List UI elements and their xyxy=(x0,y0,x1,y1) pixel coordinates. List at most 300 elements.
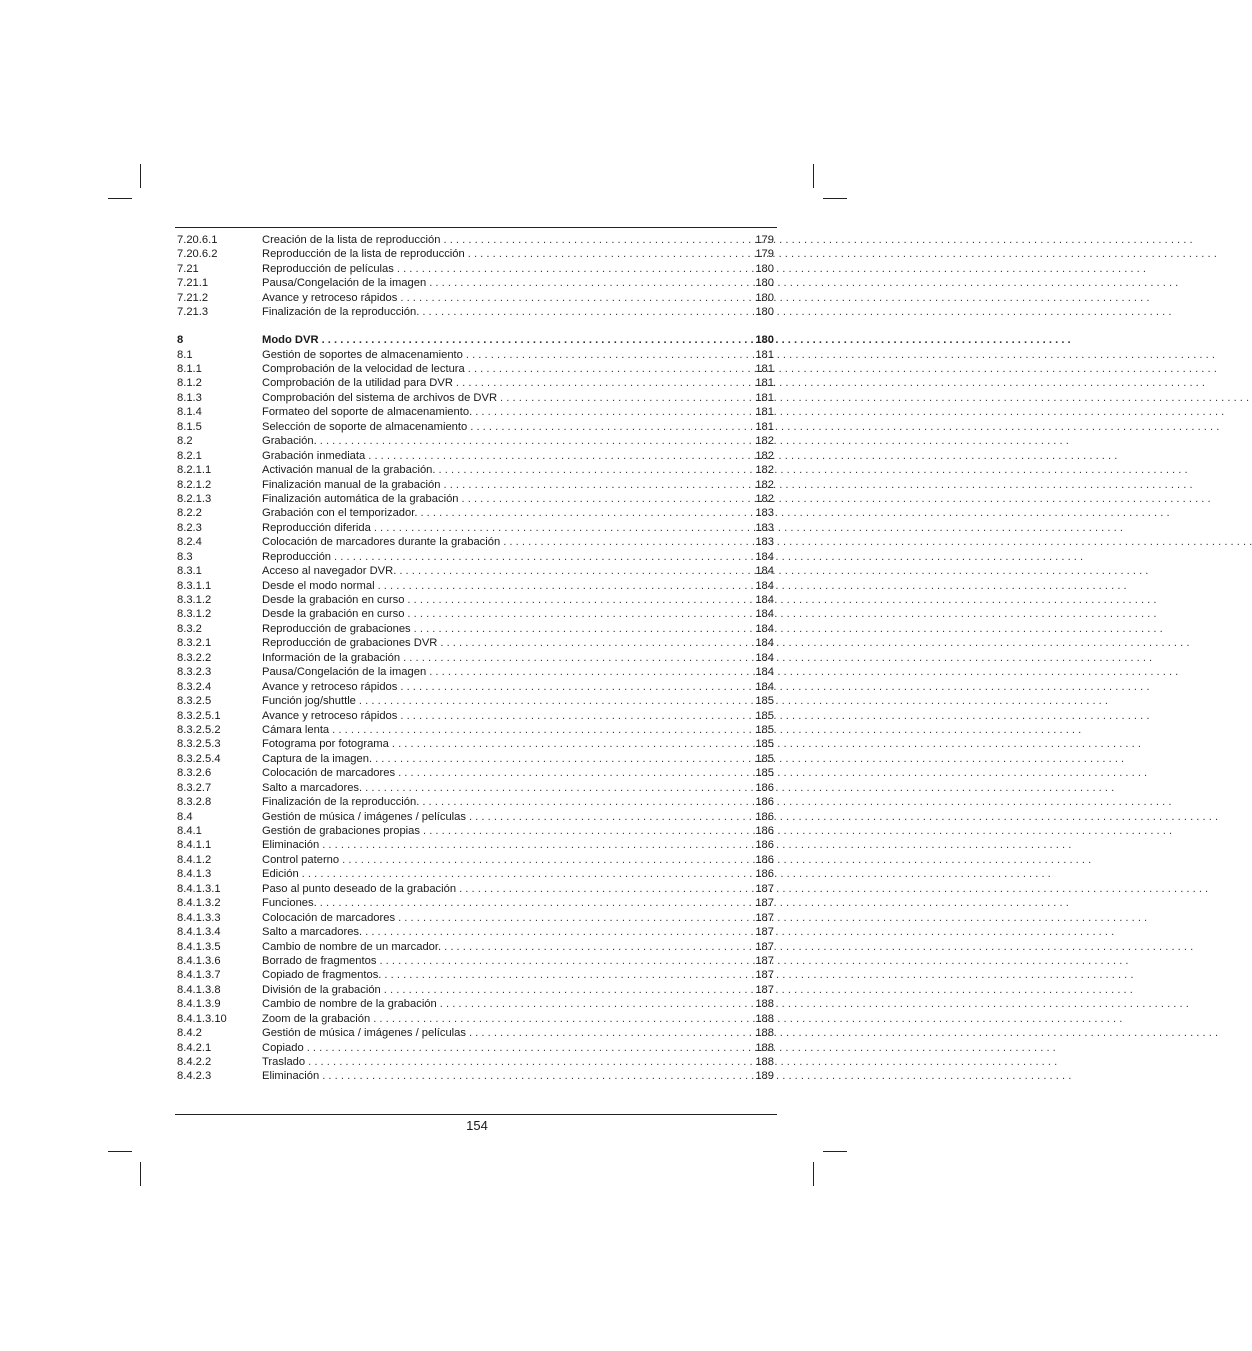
toc-entry-number: 8.4.2 xyxy=(177,1027,202,1040)
toc-entry-page: 187 xyxy=(755,940,774,953)
toc-entry-page: 180 xyxy=(755,262,774,275)
toc-entry-page: 182 xyxy=(755,464,774,477)
toc-entry-page: 183 xyxy=(755,521,774,534)
toc-entry[interactable] xyxy=(177,376,774,390)
toc-entry[interactable] xyxy=(177,233,774,247)
toc-entry-page: 186 xyxy=(755,825,774,837)
toc-entry[interactable] xyxy=(177,362,774,376)
toc-entry-page: 187 xyxy=(755,983,774,996)
toc-entry-number: 8.1.2 xyxy=(177,377,202,390)
toc-entry[interactable] xyxy=(177,925,774,939)
toc-entry-number: 8.4.1.3.6 xyxy=(177,954,221,967)
toc-entry[interactable] xyxy=(177,262,774,276)
toc-dot-leader xyxy=(307,1041,751,1055)
toc-entry-number: 8.4.1 xyxy=(177,825,202,837)
toc-entry-page: 184 xyxy=(755,622,774,635)
toc-entry-title: Funciones. xyxy=(262,897,317,910)
toc-entry-page: 180 xyxy=(755,291,774,304)
toc-entry-title: Comprobación del sistema de archivos de DVR xyxy=(262,391,498,404)
toc-entry-page: 184 xyxy=(755,579,774,592)
toc-entry-page: 187 xyxy=(755,954,774,967)
toc-entry[interactable] xyxy=(177,492,774,506)
toc-entry-page: 187 xyxy=(755,969,774,982)
toc-dot-leader xyxy=(420,506,751,520)
toc-dot-leader xyxy=(365,925,751,939)
toc-dot-leader xyxy=(443,233,751,247)
toc-dot-leader xyxy=(368,449,751,463)
toc-dot-leader xyxy=(414,622,751,636)
toc-entry-page: 181 xyxy=(755,406,774,419)
toc-entry-number: 7.21.3 xyxy=(177,306,209,319)
toc-entry-number: 8.3.1 xyxy=(177,565,202,578)
toc-entry-number: 8.4.2.1 xyxy=(177,1041,212,1054)
toc-dot-leader xyxy=(374,521,751,535)
toc-entry-title: Avance y retroceso rápidos xyxy=(262,709,398,722)
toc-dot-leader xyxy=(392,737,751,751)
toc-entry[interactable] xyxy=(177,737,774,751)
toc-entry[interactable] xyxy=(177,752,774,766)
toc-entry-title: Copiado xyxy=(262,1041,304,1054)
toc-dot-leader xyxy=(462,492,751,506)
toc-entry-page: 185 xyxy=(755,709,774,722)
toc-entry-title: Gestión de música / imágenes / películas xyxy=(262,810,466,823)
toc-entry-number: 7.21.1 xyxy=(177,277,209,290)
toc-dot-leader xyxy=(456,376,751,390)
toc-entry-number: 8.3.1.2 xyxy=(177,608,212,621)
toc-entry-title: Zoom de la grabación xyxy=(262,1012,371,1025)
toc-entry[interactable] xyxy=(177,276,774,290)
toc-entry-page: 188 xyxy=(755,1027,774,1040)
toc-dot-leader xyxy=(398,911,751,925)
toc-entry[interactable] xyxy=(177,882,774,896)
toc-dot-leader xyxy=(322,1069,751,1083)
toc-entry-title: Control paterno xyxy=(262,853,340,866)
toc-entry[interactable] xyxy=(177,506,774,520)
toc-entry-number: 8.4.1.3.3 xyxy=(177,911,221,924)
toc-dot-leader xyxy=(365,781,751,795)
toc-entry[interactable] xyxy=(177,694,774,708)
toc-entry-title: Reproducción de grabaciones xyxy=(262,622,411,635)
toc-entry[interactable] xyxy=(177,607,774,621)
toc-entry-title: Avance y retroceso rápidos xyxy=(262,680,398,693)
toc-entry-number: 8.4.1.3.2 xyxy=(177,897,221,910)
toc-entry-number: 8.3.2.5.1 xyxy=(177,709,221,722)
toc-entry[interactable] xyxy=(177,449,774,463)
toc-entry[interactable] xyxy=(177,867,774,881)
toc-entry[interactable] xyxy=(177,564,774,578)
crop-mark xyxy=(108,198,132,199)
toc-dot-leader xyxy=(400,680,751,694)
toc-entry-title: Avance y retroceso rápidos xyxy=(262,291,398,304)
crop-mark xyxy=(823,198,847,199)
toc-entry-page: 186 xyxy=(755,796,774,809)
toc-entry-page: 186 xyxy=(755,810,774,823)
toc-entry-page: 184 xyxy=(755,565,774,578)
toc-chapter-entry[interactable] xyxy=(177,333,774,347)
toc-entry[interactable] xyxy=(177,521,774,535)
toc-entry-number: 8.2 xyxy=(177,435,193,448)
toc-entry-title: Comprobación de la velocidad de lectura xyxy=(262,363,465,375)
toc-entry-title: Gestión de soportes de almacenamiento xyxy=(262,348,463,361)
footer-rule xyxy=(175,1114,777,1115)
toc-entry-title: Finalización de la reproducción. xyxy=(262,796,420,809)
toc-entry[interactable] xyxy=(177,579,774,593)
toc-dot-leader xyxy=(407,593,751,607)
toc-entry-number: 8.3.2.8 xyxy=(177,796,212,809)
toc-entry-page: 185 xyxy=(755,767,774,780)
toc-dot-leader xyxy=(407,607,751,621)
toc-entry-number: 8.3.2.5.3 xyxy=(177,738,221,751)
toc-entry-title: Traslado xyxy=(262,1056,306,1068)
toc-entry-number: 8.3.2.3 xyxy=(177,666,212,679)
toc-entry-page: 181 xyxy=(755,348,774,361)
toc-entry[interactable] xyxy=(177,247,774,261)
toc-entry-number: 8.3.2.7 xyxy=(177,781,212,794)
toc-entry-title: Paso al punto deseado de la grabación xyxy=(262,882,457,895)
table-of-contents xyxy=(177,233,774,1084)
toc-entry-page: 187 xyxy=(755,882,774,895)
toc-entry-title: Grabación. xyxy=(262,435,317,448)
toc-entry-title: Cambio de nombre de un marcador. xyxy=(262,940,442,953)
toc-entry-number: 8.3.2 xyxy=(177,622,202,635)
toc-entry[interactable] xyxy=(177,968,774,982)
toc-entry-page: 184 xyxy=(755,651,774,664)
toc-dot-leader xyxy=(423,824,751,838)
toc-entry-page: 185 xyxy=(755,752,774,765)
toc-entry-title: Borrado de fragmentos xyxy=(262,954,377,967)
toc-entry-title: Cambio de nombre de la grabación xyxy=(262,998,437,1011)
toc-entry-title: Captura de la imagen. xyxy=(262,752,373,765)
toc-dot-leader xyxy=(500,391,751,405)
toc-entry-number: 7.21 xyxy=(177,262,199,275)
toc-entry-page: 181 xyxy=(755,420,774,433)
crop-mark xyxy=(813,1162,814,1186)
toc-entry-number: 8 xyxy=(177,334,184,347)
toc-entry-page: 184 xyxy=(755,666,774,679)
toc-dot-leader xyxy=(379,954,751,968)
toc-entry[interactable] xyxy=(177,824,774,838)
toc-entry[interactable] xyxy=(177,810,774,824)
toc-dot-leader xyxy=(320,434,751,448)
toc-dot-leader xyxy=(468,247,751,261)
toc-entry-title: Colocación de marcadores xyxy=(262,767,396,780)
toc-entry-title: Colocación de marcadores xyxy=(262,911,396,924)
toc-entry-title: Colocación de marcadores durante la grabación xyxy=(262,536,501,549)
toc-entry-title: Modo DVR xyxy=(262,334,319,347)
toc-entry-title: Grabación inmediata xyxy=(262,449,366,462)
toc-entry-page: 185 xyxy=(755,723,774,736)
toc-entry-number: 8.4.1.3 xyxy=(177,868,212,881)
toc-entry-number: 8.2.1.2 xyxy=(177,478,212,491)
toc-dot-leader xyxy=(440,997,751,1011)
toc-entry-title: Reproducción de películas xyxy=(262,262,394,275)
toc-entry-number: 8.3.1.1 xyxy=(177,579,212,592)
toc-entry[interactable] xyxy=(177,940,774,954)
toc-entry[interactable] xyxy=(177,535,774,549)
toc-dot-leader xyxy=(475,405,751,419)
toc-entry-number: 8.1.5 xyxy=(177,420,202,433)
toc-entry-title: Información de la grabación xyxy=(262,651,401,664)
toc-entry-title: Reproducción xyxy=(262,550,332,563)
toc-entry[interactable] xyxy=(177,1069,774,1083)
toc-entry-number: 8.3.2.4 xyxy=(177,680,212,693)
toc-entry-number: 7.21.2 xyxy=(177,291,209,304)
toc-entry-title: Desde el modo normal xyxy=(262,579,375,592)
toc-dot-leader xyxy=(359,694,751,708)
toc-entry[interactable] xyxy=(177,1055,774,1069)
toc-entry-number: 8.1.1 xyxy=(177,363,202,375)
toc-entry-page: 181 xyxy=(755,377,774,390)
toc-entry-number: 8.4.1.3.9 xyxy=(177,998,221,1011)
toc-entry-page: 185 xyxy=(755,695,774,708)
toc-dot-leader xyxy=(384,983,751,997)
toc-entry[interactable] xyxy=(177,1041,774,1055)
toc-entry-page: 180 xyxy=(755,277,774,290)
toc-entry-number: 8.4.1.3.10 xyxy=(177,1012,227,1025)
toc-entry-title: Acceso al navegador DVR. xyxy=(262,565,397,578)
toc-dot-leader xyxy=(334,550,751,564)
toc-entry-page: 187 xyxy=(755,897,774,910)
toc-dot-leader xyxy=(384,968,751,982)
toc-entry[interactable] xyxy=(177,723,774,737)
crop-mark xyxy=(813,164,814,188)
toc-entry-title: Finalización de la reproducción. xyxy=(262,306,420,319)
toc-entry-title: Finalización automática de la grabación xyxy=(262,492,459,505)
toc-dot-leader xyxy=(444,478,752,492)
crop-mark xyxy=(108,1151,132,1152)
toc-entry-page: 187 xyxy=(755,926,774,939)
toc-dot-leader xyxy=(468,362,751,376)
toc-entry-title: Gestión de grabaciones propias xyxy=(262,825,420,837)
toc-dot-leader xyxy=(375,752,751,766)
toc-entry-page: 188 xyxy=(755,1041,774,1054)
toc-entry[interactable] xyxy=(177,983,774,997)
toc-entry[interactable] xyxy=(177,665,774,679)
toc-entry-page: 188 xyxy=(755,1056,774,1068)
toc-entry[interactable] xyxy=(177,478,774,492)
toc-entry-page: 184 xyxy=(755,637,774,650)
toc-dot-leader xyxy=(342,853,751,867)
toc-entry-page: 186 xyxy=(755,839,774,852)
toc-dot-leader xyxy=(373,1012,751,1026)
toc-dot-leader xyxy=(444,940,751,954)
toc-entry-number: 8.3 xyxy=(177,550,193,563)
toc-entry-page: 180 xyxy=(755,306,774,319)
toc-entry-number: 8.2.1.1 xyxy=(177,464,212,477)
toc-entry-title: Grabación con el temporizador. xyxy=(262,507,418,520)
toc-entry-number: 8.4 xyxy=(177,810,193,823)
toc-entry-number: 8.3.1.2 xyxy=(177,594,212,606)
toc-entry-title: Copiado de fragmentos. xyxy=(262,969,382,982)
toc-entry-page: 183 xyxy=(755,536,774,549)
toc-entry-page: 182 xyxy=(755,478,774,491)
toc-entry-page: 180 xyxy=(755,334,774,347)
toc-entry-page: 184 xyxy=(755,594,774,606)
toc-dot-leader xyxy=(308,1055,751,1069)
toc-entry[interactable] xyxy=(177,291,774,305)
toc-entry-page: 187 xyxy=(755,911,774,924)
toc-entry-number: 8.2.1.3 xyxy=(177,492,212,505)
toc-entry-title: Comprobación de la utilidad para DVR xyxy=(262,377,453,390)
toc-entry[interactable] xyxy=(177,781,774,795)
toc-entry[interactable] xyxy=(177,838,774,852)
toc-entry-title: Cámara lenta xyxy=(262,723,330,736)
toc-dot-leader xyxy=(322,333,751,347)
toc-entry[interactable] xyxy=(177,651,774,665)
toc-entry[interactable] xyxy=(177,405,774,419)
toc-dot-leader xyxy=(403,651,751,665)
toc-entry-title: Finalización manual de la grabación xyxy=(262,478,441,491)
toc-entry-title: Salto a marcadores. xyxy=(262,781,363,794)
toc-dot-leader xyxy=(302,867,751,881)
toc-entry-number: 8.3.2.6 xyxy=(177,767,212,780)
toc-entry[interactable] xyxy=(177,434,774,448)
toc-entry[interactable] xyxy=(177,997,774,1011)
toc-entry-number: 8.4.2.2 xyxy=(177,1056,212,1068)
toc-entry[interactable] xyxy=(177,896,774,910)
toc-dot-leader xyxy=(400,709,751,723)
toc-entry-title: Reproducción diferida xyxy=(262,521,371,534)
toc-entry[interactable] xyxy=(177,766,774,780)
toc-entry-number: 8.2.1 xyxy=(177,449,202,462)
toc-entry-number: 8.3.2.5.4 xyxy=(177,752,221,765)
toc-entry-number: 8.4.1.3.5 xyxy=(177,940,221,953)
toc-dot-leader xyxy=(440,636,751,650)
toc-entry-title: Función jog/shuttle xyxy=(262,695,356,708)
toc-entry-page: 179 xyxy=(755,248,774,261)
header-rule xyxy=(175,227,777,228)
crop-mark xyxy=(823,1151,847,1152)
toc-entry[interactable] xyxy=(177,391,774,405)
toc-entry-number: 8.2.3 xyxy=(177,521,202,534)
toc-entry-page: 188 xyxy=(755,998,774,1011)
toc-entry[interactable] xyxy=(177,853,774,867)
toc-entry-page: 185 xyxy=(755,738,774,751)
page-number: 154 xyxy=(466,1118,488,1133)
toc-dot-leader xyxy=(469,1026,751,1040)
toc-entry-title: Reproducción de la lista de reproducción xyxy=(262,248,465,261)
toc-dot-leader xyxy=(470,420,751,434)
toc-entry-number: 7.20.6.1 xyxy=(177,234,218,246)
toc-dot-leader xyxy=(422,795,751,809)
toc-entry[interactable] xyxy=(177,550,774,564)
toc-entry-page: 189 xyxy=(755,1070,774,1083)
toc-entry-page: 183 xyxy=(755,507,774,520)
toc-entry-page: 184 xyxy=(755,680,774,693)
toc-entry-number: 8.1.3 xyxy=(177,391,202,404)
toc-entry-number: 8.1.4 xyxy=(177,406,202,419)
toc-entry-page: 186 xyxy=(755,781,774,794)
toc-entry-page: 188 xyxy=(755,1012,774,1025)
toc-entry-page: 184 xyxy=(755,550,774,563)
toc-entry-number: 8.4.1.3.7 xyxy=(177,969,221,982)
toc-entry-title: Formateo del soporte de almacenamiento. xyxy=(262,406,473,419)
toc-entry-title: Reproducción de grabaciones DVR xyxy=(262,637,438,650)
toc-entry-number: 8.4.1.3.4 xyxy=(177,926,221,939)
toc-entry[interactable] xyxy=(177,680,774,694)
toc-entry-page: 181 xyxy=(755,363,774,375)
toc-entry-title: Eliminación xyxy=(262,1070,320,1083)
toc-entry-title: Pausa/Congelación de la imagen xyxy=(262,277,427,290)
toc-entry[interactable] xyxy=(177,622,774,636)
toc-entry-number: 8.1 xyxy=(177,348,193,361)
toc-entry[interactable] xyxy=(177,709,774,723)
toc-entry-number: 8.3.2.5 xyxy=(177,695,212,708)
toc-entry-page: 182 xyxy=(755,449,774,462)
toc-entry-title: Desde la grabación en curso xyxy=(262,608,405,621)
toc-entry[interactable] xyxy=(177,305,774,319)
toc-entry-title: Fotograma por fotograma xyxy=(262,738,389,751)
toc-dot-leader xyxy=(503,535,751,549)
toc-entry-page: 184 xyxy=(755,608,774,621)
toc-entry[interactable] xyxy=(177,463,774,477)
toc-entry-number: 8.4.1.3.8 xyxy=(177,983,221,996)
toc-entry-title: Desde la grabación en curso xyxy=(262,594,405,606)
toc-entry[interactable] xyxy=(177,954,774,968)
toc-dot-leader xyxy=(429,665,751,679)
toc-entry-number: 8.3.2.2 xyxy=(177,651,212,664)
toc-dot-leader xyxy=(422,305,751,319)
toc-entry-number: 8.2.2 xyxy=(177,507,202,520)
toc-dot-leader xyxy=(398,766,751,780)
toc-entry[interactable] xyxy=(177,348,774,362)
toc-entry[interactable] xyxy=(177,911,774,925)
toc-dot-leader xyxy=(459,882,751,896)
crop-mark xyxy=(140,1162,141,1186)
toc-entry[interactable] xyxy=(177,1012,774,1026)
toc-entry-page: 181 xyxy=(755,391,774,404)
toc-entry-number: 8.4.1.1 xyxy=(177,839,212,852)
toc-entry-page: 179 xyxy=(755,234,774,246)
toc-entry-title: Gestión de música / imágenes / películas xyxy=(262,1027,466,1040)
toc-entry-title: Salto a marcadores. xyxy=(262,926,363,939)
toc-dot-leader xyxy=(378,579,751,593)
toc-entry-title: Activación manual de la grabación. xyxy=(262,464,436,477)
toc-dot-leader xyxy=(429,276,751,290)
toc-dot-leader xyxy=(400,291,751,305)
toc-entry-page: 186 xyxy=(755,868,774,881)
toc-entry-title: Eliminación xyxy=(262,839,320,852)
crop-mark xyxy=(140,164,141,188)
toc-entry-title: Pausa/Congelación de la imagen xyxy=(262,666,427,679)
toc-entry-title: Creación de la lista de reproducción xyxy=(262,234,441,246)
toc-dot-leader xyxy=(399,564,751,578)
toc-entry-number: 8.4.2.3 xyxy=(177,1070,212,1083)
toc-entry[interactable] xyxy=(177,420,774,434)
toc-entry-page: 182 xyxy=(755,492,774,505)
toc-dot-leader xyxy=(322,838,751,852)
toc-entry-title: Edición xyxy=(262,868,299,881)
toc-dot-leader xyxy=(466,348,751,362)
toc-dot-leader xyxy=(469,810,751,824)
toc-dot-leader xyxy=(332,723,751,737)
toc-entry-title: Selección de soporte de almacenamiento xyxy=(262,420,468,433)
toc-entry-number: 8.3.2.5.2 xyxy=(177,723,221,736)
toc-dot-leader xyxy=(320,896,751,910)
toc-entry[interactable] xyxy=(177,795,774,809)
toc-entry-number: 8.2.4 xyxy=(177,536,202,549)
toc-entry[interactable] xyxy=(177,636,774,650)
toc-entry-title: División de la grabación xyxy=(262,983,381,996)
toc-dot-leader xyxy=(439,463,751,477)
toc-entry-page: 182 xyxy=(755,435,774,448)
toc-entry-page: 186 xyxy=(755,853,774,866)
toc-entry-number: 8.4.1.2 xyxy=(177,853,212,866)
toc-entry[interactable] xyxy=(177,1026,774,1040)
toc-entry-number: 7.20.6.2 xyxy=(177,248,218,261)
toc-entry[interactable] xyxy=(177,593,774,607)
toc-dot-leader xyxy=(397,262,751,276)
